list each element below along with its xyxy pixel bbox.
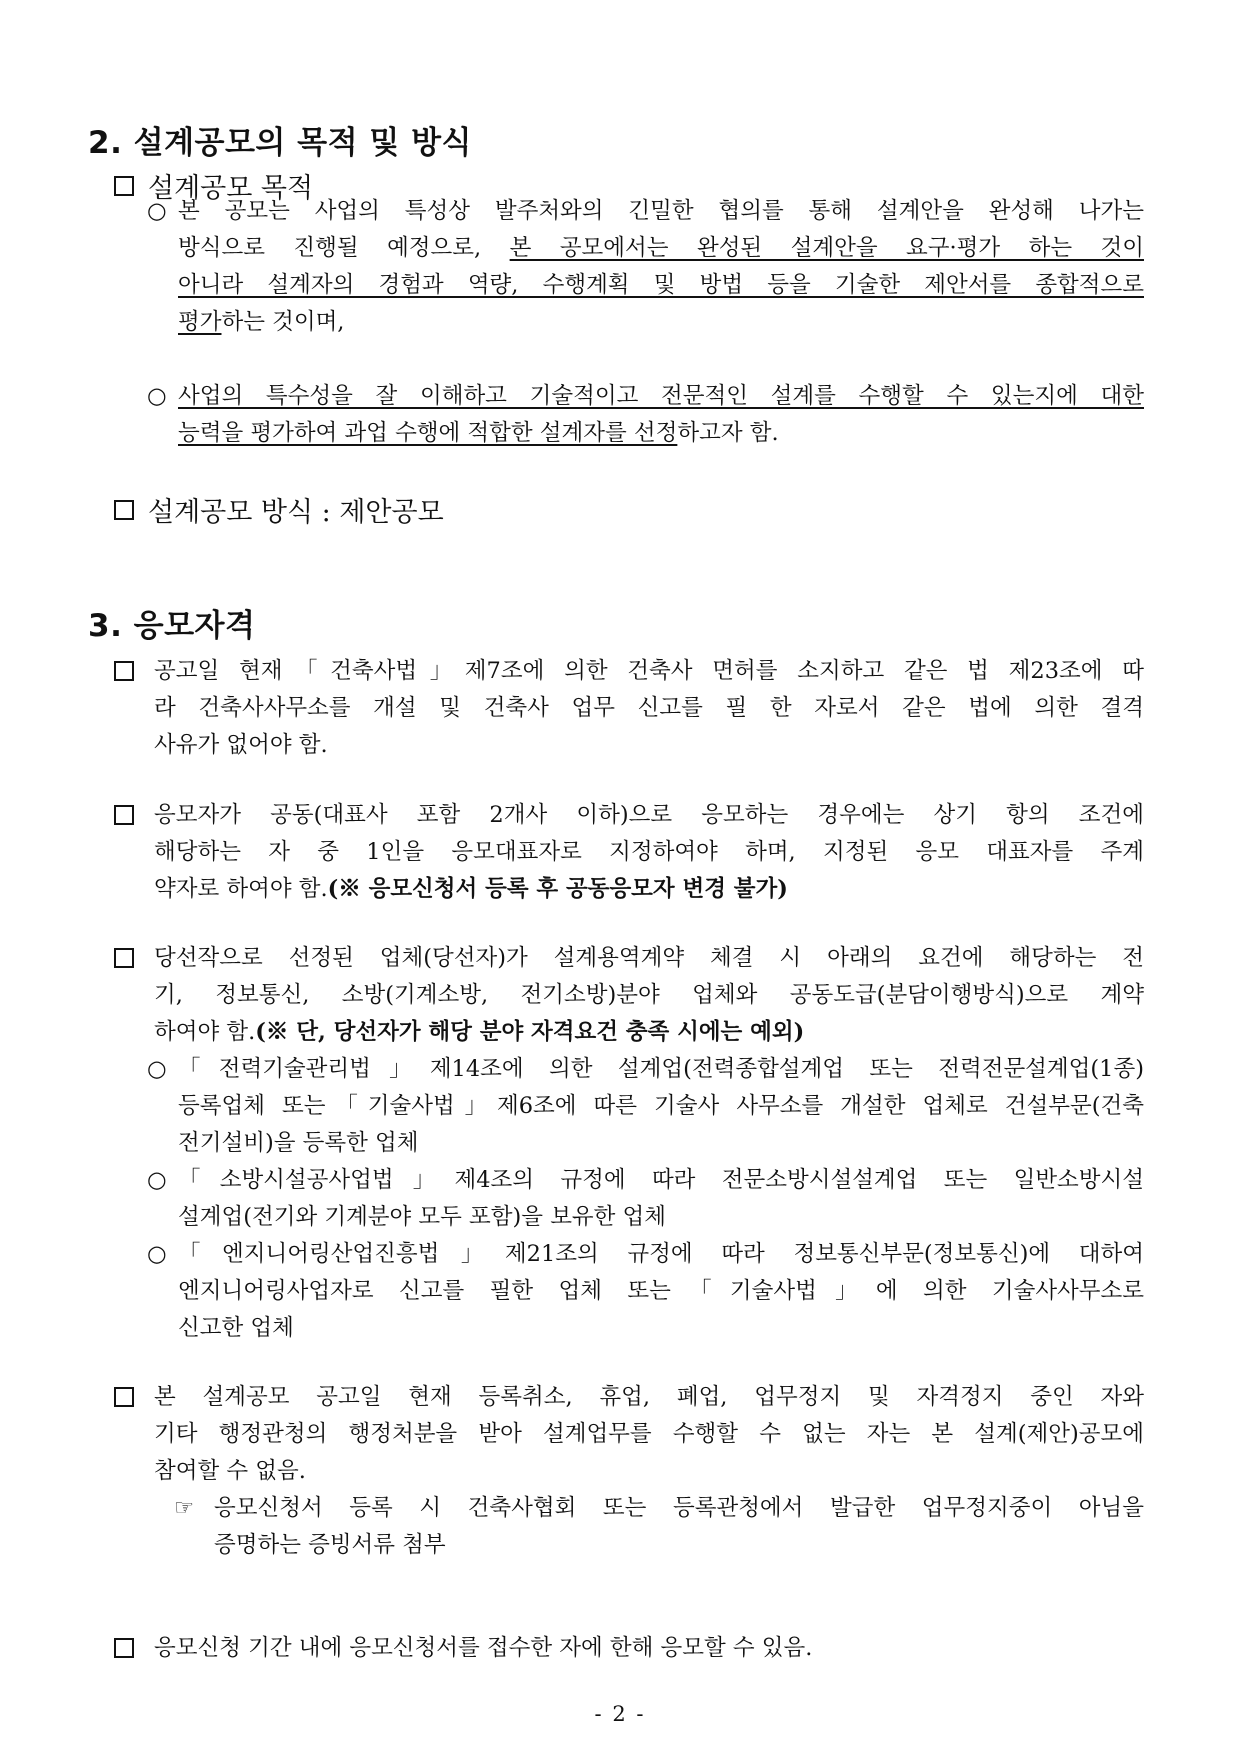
- checkbox-icon: [114, 500, 134, 520]
- bold-note: (※ 단, 당선자가 해당 분야 자격요건 충족 시에는 예외): [255, 1019, 805, 1045]
- purpose-item-2: [147, 378, 1144, 452]
- text-line: 응모신청 기간 내에 응모신청서를 접수한 자에 한해 응모할 수 있음.: [154, 1635, 813, 1661]
- text-line: 아니라 설계자의 경험과 역량, 수행계획 및 방법 등을 기술한 제안서를 종합적으로: [178, 272, 1144, 298]
- circle-bullet-icon: ○: [147, 1241, 167, 1267]
- text-line: 「소방시설공사업법」제4조의 규정에 따라 전문소방시설설계업 또는 일반소방시설: [178, 1167, 1144, 1193]
- text-line: 「엔지니어링산업진흥법」제21조의 규정에 따라 정보통신부문(정보통신)에 대하여: [178, 1241, 1144, 1267]
- text-line: 평가하는 것이며,: [178, 309, 345, 335]
- checkbox-icon: [114, 805, 134, 825]
- text-line: 라 건축사사무소를 개설 및 건축사 업무 신고를 필 한 자로서 같은 법에 의한 결격: [154, 695, 1144, 721]
- section-title-3: 3. 응모자격: [88, 608, 256, 644]
- text-line: 기타 행정관청의 행정처분을 받아 설계업무를 수행할 수 없는 자는 본 설계(제안)공모에: [154, 1421, 1144, 1447]
- circle-bullet-icon: ○: [147, 383, 167, 409]
- text-line: 기, 정보통신, 소방(기계소방, 전기소방)분야 업체와 공동도급(분담이행방식)으로 계약: [154, 982, 1144, 1008]
- qualification-sub-item-2: [147, 1162, 1144, 1236]
- checkbox-icon: [114, 1387, 134, 1407]
- text-line: 엔지니어링사업자로 신고를 필한 업체 또는「기술사법」에 의한 기술사사무소로: [178, 1278, 1144, 1304]
- qualification-item-2: [154, 797, 1144, 908]
- bold-note: (※ 응모신청서 등록 후 공동응모자 변경 불가): [327, 876, 788, 902]
- text-line: 사유가 없어야 함.: [154, 732, 328, 758]
- text-line: 방식으로 진행될 예정으로, 본 공모에서는 완성된 설계안을 요구·평가 하는 것이: [178, 235, 1144, 261]
- pointing-hand-icon: ☞: [174, 1495, 195, 1521]
- text-line: 본 공모는 사업의 특성상 발주처와의 긴밀한 협의를 통해 설계안을 완성해 나가는: [178, 198, 1144, 224]
- circle-bullet-icon: ○: [147, 1056, 167, 1082]
- section-title-2: 2. 설계공모의 목적 및 방식: [88, 125, 472, 161]
- text-line: 공고일 현재「건축사법」제7조에 의한 건축사 면허를 소지하고 같은 법 제23조에 따: [154, 658, 1144, 684]
- checkbox-icon: [114, 661, 134, 681]
- text-line: 참여할 수 없음.: [154, 1458, 306, 1484]
- qualification-item-5: [154, 1630, 1144, 1667]
- qualification-item-3: [154, 940, 1144, 1051]
- qualification-item-1: [154, 653, 1144, 764]
- text-line: 당선작으로 선정된 업체(당선자)가 설계용역계약 체결 시 아래의 요건에 해당하는 전: [154, 945, 1144, 971]
- checkbox-icon: [114, 1638, 134, 1658]
- text-line: 하여야 함.(※ 단, 당선자가 해당 분야 자격요건 충족 시에는 예외): [154, 1019, 805, 1045]
- text-line: 증명하는 증빙서류 첨부: [214, 1532, 446, 1558]
- text-line: 등록업체 또는「기술사법」제6조에 따른 기술사 사무소를 개설한 업체로 건설부문(건축: [178, 1093, 1144, 1119]
- text-line: 신고한 업체: [178, 1315, 294, 1341]
- checkbox-icon: [114, 948, 134, 968]
- text-line: 능력을 평가하여 과업 수행에 적합한 설계자를 선정하고자 함.: [178, 420, 779, 446]
- qualification-note: [174, 1490, 1144, 1564]
- qualification-item-4: [154, 1379, 1144, 1490]
- heading-purpose-label: 설계공모 목적: [148, 173, 314, 204]
- page-number: - 2 -: [594, 1702, 646, 1726]
- text-line: 약자로 하여야 함.(※ 응모신청서 등록 후 공동응모자 변경 불가): [154, 876, 788, 902]
- text-line: 설계업(전기와 기계분야 모두 포함)을 보유한 업체: [178, 1204, 667, 1230]
- text-line: 사업의 특수성을 잘 이해하고 기술적이고 전문적인 설계를 수행할 수 있는지에 대한: [178, 383, 1144, 409]
- text-line: 본 설계공모 공고일 현재 등록취소, 휴업, 폐업, 업무정지 및 자격정지 중인 자와: [154, 1384, 1144, 1410]
- checkbox-icon: [114, 176, 134, 196]
- text-line: 응모신청서 등록 시 건축사협회 또는 등록관청에서 발급한 업무정지중이 아님을: [214, 1495, 1144, 1521]
- qualification-sub-item-1: [147, 1051, 1144, 1162]
- heading-method-label: 설계공모 방식 : 제안공모: [148, 497, 444, 528]
- text-line: 「전력기술관리법」제14조에 의한 설계업(전력종합설계업 또는 전력전문설계업(1종): [178, 1056, 1144, 1082]
- text-line: 응모자가 공동(대표사 포함 2개사 이하)으로 응모하는 경우에는 상기 항의 조건에: [154, 802, 1144, 828]
- text-line: 전기설비)을 등록한 업체: [178, 1130, 419, 1156]
- text-line: 해당하는 자 중 1인을 응모대표자로 지정하여야 하며, 지정된 응모 대표자를 주계: [154, 839, 1144, 865]
- circle-bullet-icon: ○: [147, 198, 167, 224]
- heading-method: [114, 490, 444, 529]
- circle-bullet-icon: ○: [147, 1167, 167, 1193]
- purpose-item-1: [147, 193, 1144, 341]
- qualification-sub-item-3: [147, 1236, 1144, 1347]
